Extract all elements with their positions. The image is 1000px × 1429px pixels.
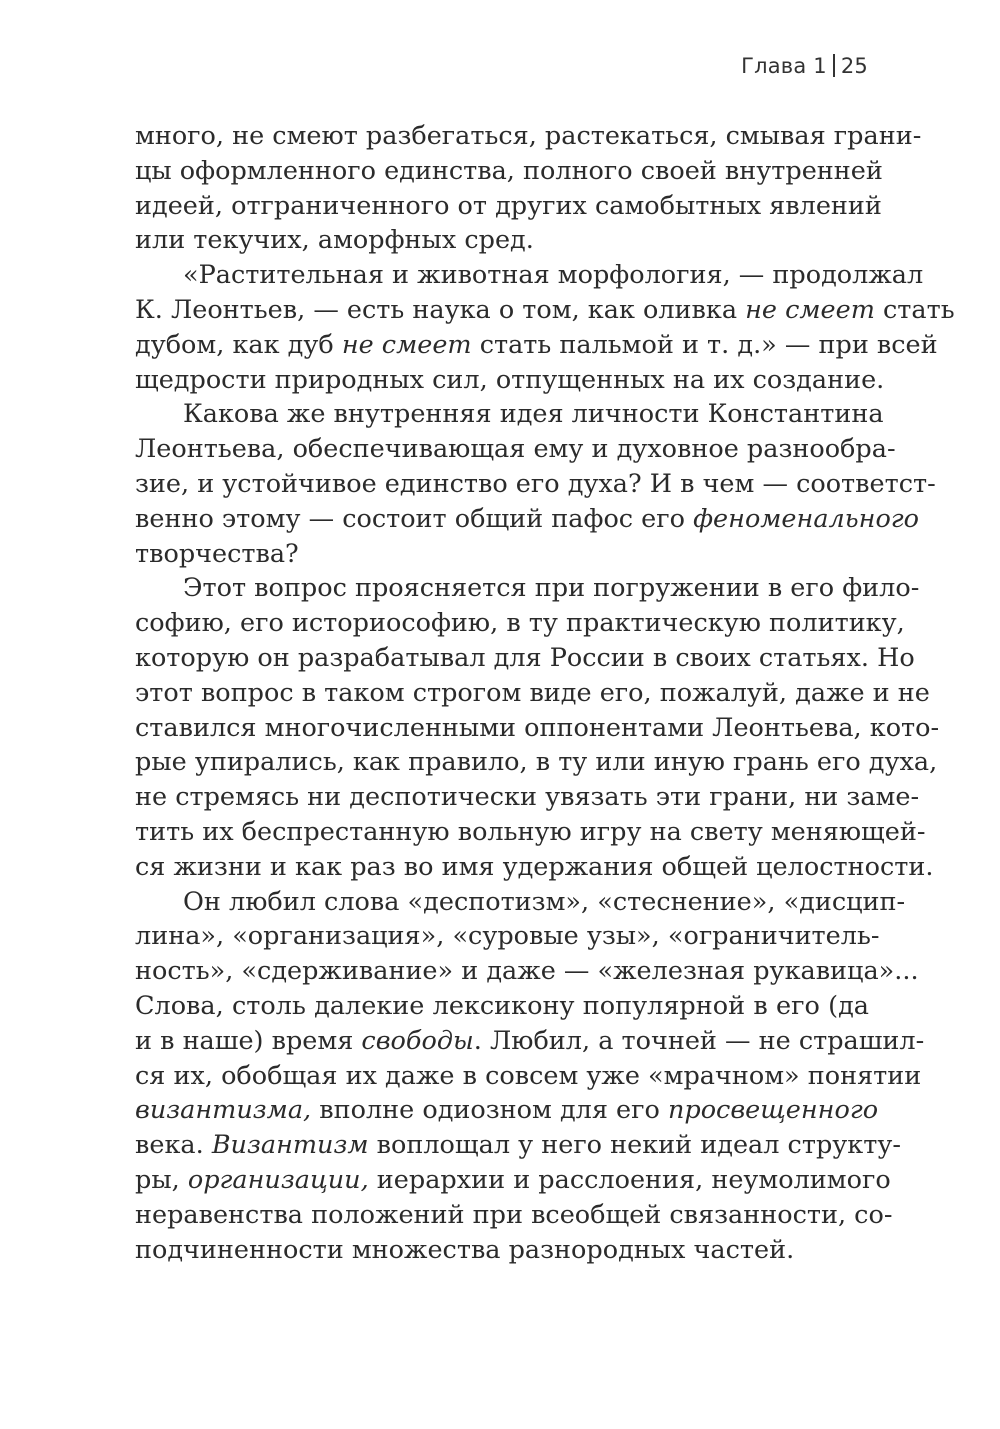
- text-line: [135, 1059, 922, 1094]
- text-segment: ры,: [135, 1164, 188, 1195]
- header-divider: [833, 54, 835, 77]
- italic-text: Византизм: [211, 1130, 369, 1161]
- italic-text: византизма,: [135, 1095, 312, 1126]
- text-line: [135, 815, 926, 850]
- text-line: [135, 641, 915, 676]
- text-line: [135, 293, 955, 328]
- text-segment: Этот вопрос проясняется при погружении в его фило-: [183, 573, 920, 604]
- text-line: [135, 989, 869, 1024]
- text-segment: Леонтьева, обеспечивающая ему и духовное разнообра-: [135, 434, 896, 465]
- text-line: [135, 745, 938, 780]
- text-line: [135, 119, 922, 154]
- text-line: [135, 189, 882, 224]
- italic-text: просвещенного: [667, 1095, 879, 1126]
- text-segment: лина», «организация», «суровые узы», «ограничитель-: [135, 921, 880, 952]
- text-line: [135, 397, 884, 432]
- italic-text: не смеет: [341, 329, 472, 360]
- text-segment: не стремясь ни деспотически увязать эти грани, ни заме-: [135, 782, 920, 813]
- text-line: [135, 432, 896, 467]
- text-line: [135, 467, 936, 502]
- chapter-label: Глава 1: [741, 54, 827, 78]
- text-line: [135, 919, 880, 954]
- text-line: [135, 328, 938, 363]
- text-segment: или текучих, аморфных сред.: [135, 225, 534, 256]
- text-segment: творчества?: [135, 538, 299, 569]
- text-line: [135, 571, 920, 606]
- text-segment: неравенства положений при всеобщей связанности, со-: [135, 1199, 893, 1230]
- text-segment: «Растительная и животная морфология, — продолжал: [183, 260, 924, 291]
- text-line: [135, 1163, 891, 1198]
- text-line: [135, 502, 920, 537]
- text-line: [135, 1198, 893, 1233]
- text-segment: века.: [135, 1130, 212, 1161]
- text-line: [135, 711, 940, 746]
- text-line: [135, 258, 924, 293]
- text-segment: зие, и устойчивое единство его духа? И в чем — соответст-: [135, 468, 936, 499]
- text-line: [135, 1024, 925, 1059]
- text-segment: ся их, обобщая их даже в совсем уже «мрачном» понятии: [135, 1060, 922, 1091]
- text-line: [135, 363, 885, 398]
- text-line: [135, 154, 883, 189]
- text-segment: рые упирались, как правило, в ту или иную грань его духа,: [135, 747, 938, 778]
- text-line: [135, 1128, 901, 1163]
- text-line: [135, 885, 906, 920]
- text-line: [135, 537, 869, 572]
- text-segment: этот вопрос в таком строгом виде его, пожалуй, даже и не: [135, 677, 930, 708]
- text-segment: венно этому — состоит общий пафос его: [135, 503, 694, 534]
- text-segment: ставился многочисленными оппонентами Леонтьева, кото-: [135, 712, 940, 743]
- text-segment: щедрости природных сил, отпущенных на их создание.: [135, 364, 885, 395]
- text-segment: которую он разрабатывал для России в своих статьях. Но: [135, 642, 915, 673]
- text-segment: подчиненности множества разнородных частей.: [135, 1234, 795, 1265]
- text-line: [135, 1233, 869, 1268]
- text-segment: Какова же внутренняя идея личности Константина: [183, 399, 884, 430]
- text-segment: тить их беспрестанную вольную игру на свету меняющей-: [135, 816, 926, 847]
- body-text: [135, 119, 955, 1267]
- text-segment: К. Леонтьев, — есть наука о том, как оливка: [135, 294, 746, 325]
- text-segment: много, не смеют разбегаться, растекаться, смывая грани-: [135, 121, 922, 151]
- text-segment: Он любил слова «деспотизм», «стеснение», «дисцип-: [183, 886, 906, 917]
- text-segment: ся жизни и как раз во имя удержания общей целостности.: [135, 851, 934, 882]
- italic-text: свободы: [361, 1025, 474, 1056]
- text-segment: стать: [874, 294, 955, 325]
- text-segment: софию, его историософию, в ту практическую политику,: [135, 608, 905, 639]
- text-segment: ность», «сдерживание» и даже — «железная рукавица»...: [135, 956, 919, 987]
- text-line: [135, 850, 934, 885]
- text-segment: цы оформленного единства, полного своей внутренней: [135, 155, 883, 186]
- text-line: [135, 223, 869, 258]
- running-head: [741, 54, 868, 78]
- text-segment: дубом, как дуб: [135, 329, 342, 360]
- text-segment: вполне одиозном для его: [311, 1095, 668, 1126]
- italic-text: феноменального: [693, 503, 920, 534]
- text-line: [135, 780, 920, 815]
- text-line: [135, 606, 905, 641]
- italic-text: организации,: [187, 1164, 369, 1195]
- text-segment: идеей, отграниченного от других самобытных явлений: [135, 190, 882, 221]
- text-segment: . Любил, а точней — не страшил-: [473, 1025, 925, 1056]
- text-line: [135, 954, 919, 989]
- text-line: [135, 1093, 879, 1128]
- page-number: 25: [840, 54, 868, 78]
- text-segment: Слова, столь далекие лексикону популярной в его (да: [135, 990, 869, 1021]
- text-line: [135, 676, 930, 711]
- italic-text: не смеет: [745, 294, 875, 325]
- text-segment: стать пальмой и т. д.» — при всей: [471, 329, 938, 360]
- text-segment: и в наше) время: [135, 1025, 362, 1056]
- text-segment: воплощал у него некий идеал структу-: [368, 1130, 901, 1161]
- text-segment: иерархии и расслоения, неумолимого: [368, 1164, 891, 1195]
